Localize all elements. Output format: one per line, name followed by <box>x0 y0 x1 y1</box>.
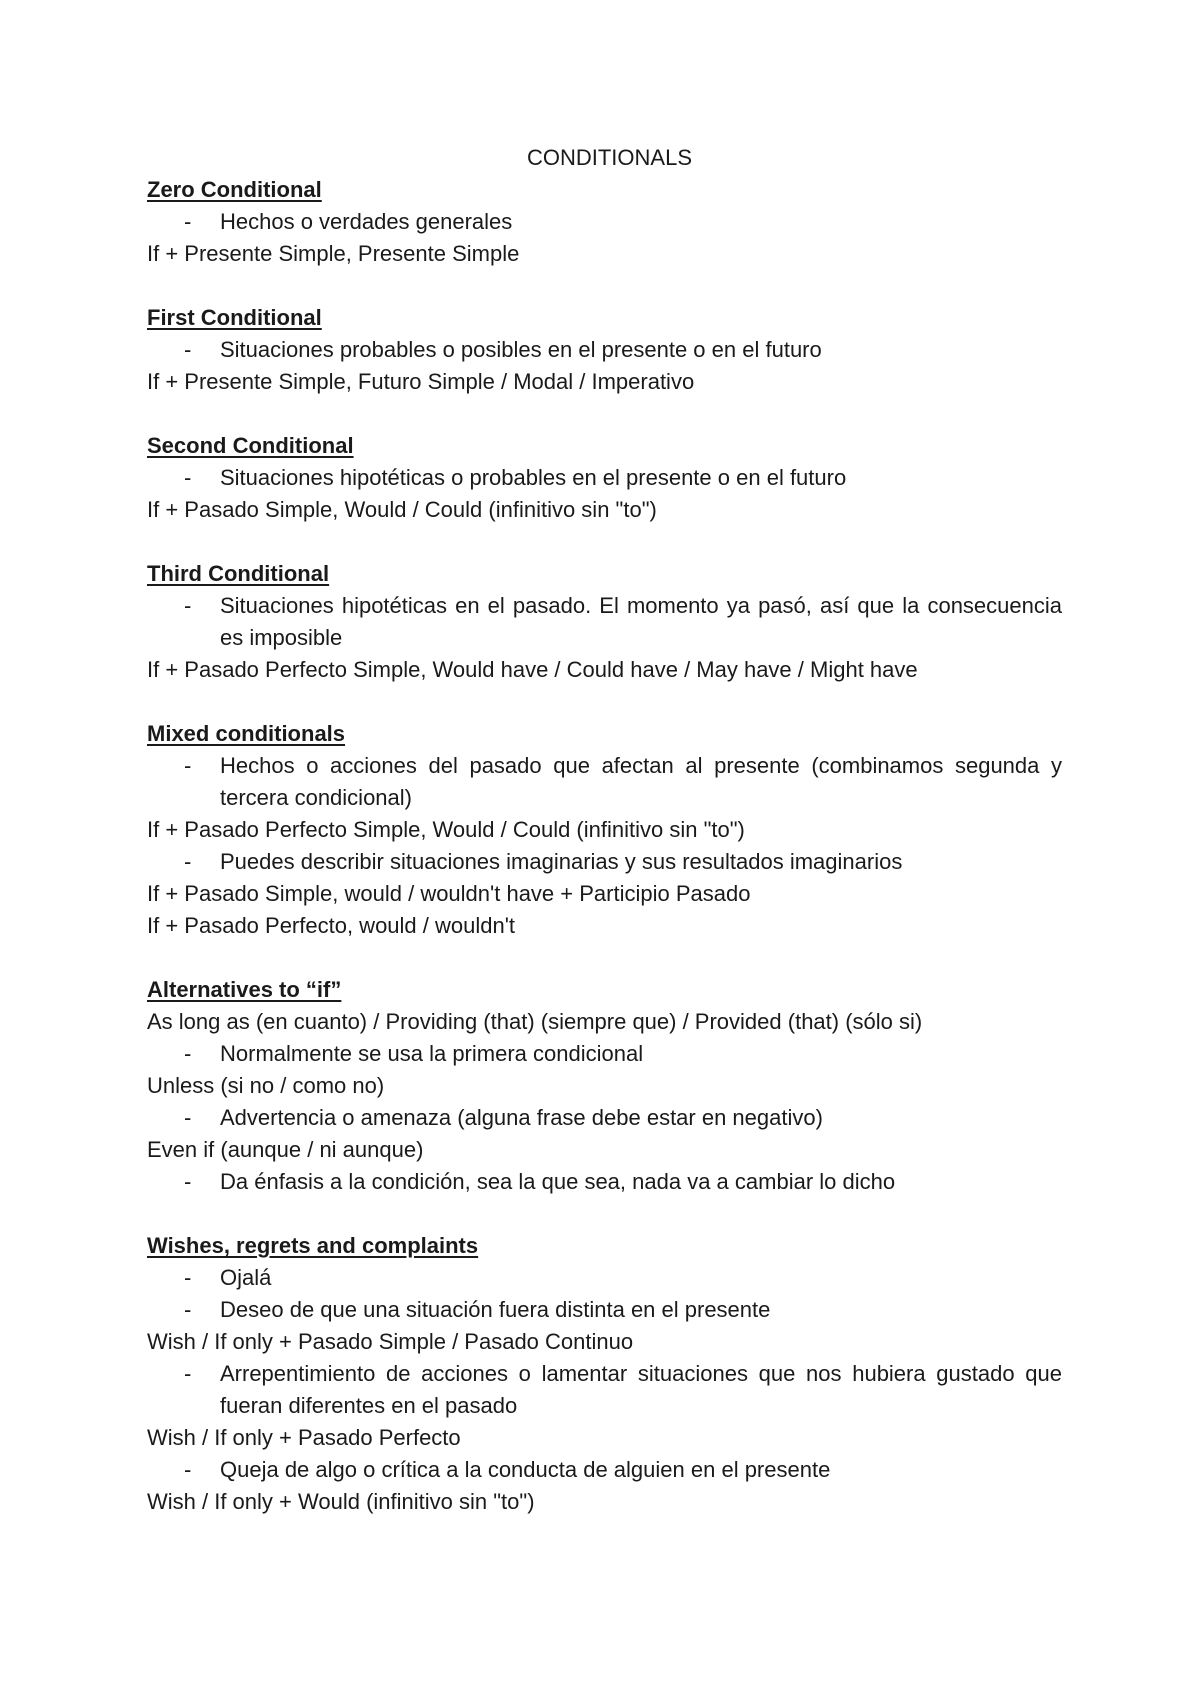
page-title: CONDITIONALS <box>526 145 693 170</box>
bullet-item <box>147 462 1062 494</box>
bullet-dash: - <box>184 849 192 874</box>
bullet-text: Ojalá <box>220 1265 272 1290</box>
formula-line: If + Pasado Perfecto, would / wouldn't <box>147 913 516 938</box>
section-second-conditional <box>147 430 1062 526</box>
bullet-dash: - <box>184 465 192 490</box>
bullet-text: Hechos o verdades generales <box>220 209 513 234</box>
bullet-dash: - <box>184 753 192 778</box>
bullet-text: Hechos o acciones del pasado que afectan al presente (combinamos segunda y tercera condicional) <box>220 753 1062 810</box>
section-third-conditional <box>147 558 1062 686</box>
bullet-dash: - <box>184 1041 192 1066</box>
bullet-text: Deseo de que una situación fuera distinta en el presente <box>220 1297 771 1322</box>
bullet-dash: - <box>184 1265 192 1290</box>
bullet-item <box>147 846 1062 878</box>
section-zero-conditional <box>147 174 1062 270</box>
bullet-item <box>147 1294 1062 1326</box>
formula-line: Wish / If only + Pasado Perfecto <box>147 1425 461 1450</box>
bullet-item <box>147 1262 1062 1294</box>
bullet-text: Puedes describir situaciones imaginarias y sus resultados imaginarios <box>220 849 903 874</box>
section-mixed-conditionals <box>147 718 1062 942</box>
bullet-item <box>147 1038 1062 1070</box>
bullet-item <box>147 334 1062 366</box>
bullet-text: Normalmente se usa la primera condicional <box>220 1041 644 1066</box>
section-alternatives-to-if <box>147 974 1062 1198</box>
formula-line: Wish / If only + Pasado Simple / Pasado Continuo <box>147 1329 634 1354</box>
bullet-dash: - <box>184 1361 192 1386</box>
bullet-item <box>147 1454 1062 1486</box>
formula-line: If + Pasado Perfecto Simple, Would / Could (infinitivo sin "to") <box>147 817 745 842</box>
formula-line: If + Presente Simple, Presente Simple <box>147 241 520 266</box>
bullet-item <box>147 206 1062 238</box>
section-heading: Alternatives to “if” <box>147 977 342 1002</box>
formula-line: If + Pasado Perfecto Simple, Would have / Could have / May have / Might have <box>147 657 918 682</box>
section-heading: Wishes, regrets and complaints <box>147 1233 479 1258</box>
bullet-dash: - <box>184 1105 192 1130</box>
bullet-item <box>147 590 1062 654</box>
bullet-text: Da énfasis a la condición, sea la que sea, nada va a cambiar lo dicho <box>220 1169 896 1194</box>
bullet-dash: - <box>184 593 192 618</box>
bullet-dash: - <box>184 1457 192 1482</box>
section-heading: Mixed conditionals <box>147 721 346 746</box>
bullet-dash: - <box>184 209 192 234</box>
bullet-item <box>147 750 1062 814</box>
section-heading: Second Conditional <box>147 433 354 458</box>
bullet-text: Queja de algo o crítica a la conducta de alguien en el presente <box>220 1457 831 1482</box>
bullet-text: Arrepentimiento de acciones o lamentar situaciones que nos hubiera gustado que fueran diferentes en el pasado <box>220 1361 1062 1418</box>
bullet-item <box>147 1166 1062 1198</box>
bullet-text: Situaciones probables o posibles en el presente o en el futuro <box>220 337 822 362</box>
bullet-item <box>147 1358 1062 1422</box>
bullet-dash: - <box>184 1169 192 1194</box>
section-first-conditional <box>147 302 1062 398</box>
formula-line: If + Pasado Simple, would / wouldn't have + Participio Pasado <box>147 881 751 906</box>
section-wishes-regrets-complaints <box>147 1230 1062 1518</box>
formula-line: If + Pasado Simple, Would / Could (infinitivo sin "to") <box>147 497 657 522</box>
section-heading: Third Conditional <box>147 561 330 586</box>
bullet-item <box>147 1102 1062 1134</box>
formula-line: As long as (en cuanto) / Providing (that) (siempre que) / Provided (that) (sólo si) <box>147 1009 923 1034</box>
bullet-dash: - <box>184 1297 192 1322</box>
formula-line: Unless (si no / como no) <box>147 1073 385 1098</box>
section-heading: First Conditional <box>147 305 322 330</box>
formula-line: Wish / If only + Would (infinitivo sin "to") <box>147 1489 535 1514</box>
bullet-text: Situaciones hipotéticas en el pasado. El momento ya pasó, así que la consecuencia es imposible <box>220 593 1062 650</box>
formula-line: Even if (aunque / ni aunque) <box>147 1137 424 1162</box>
bullet-dash: - <box>184 337 192 362</box>
section-heading: Zero Conditional <box>147 177 322 202</box>
formula-line: If + Presente Simple, Futuro Simple / Modal / Imperativo <box>147 369 695 394</box>
bullet-text: Situaciones hipotéticas o probables en el presente o en el futuro <box>220 465 847 490</box>
bullet-text: Advertencia o amenaza (alguna frase debe estar en negativo) <box>220 1105 823 1130</box>
